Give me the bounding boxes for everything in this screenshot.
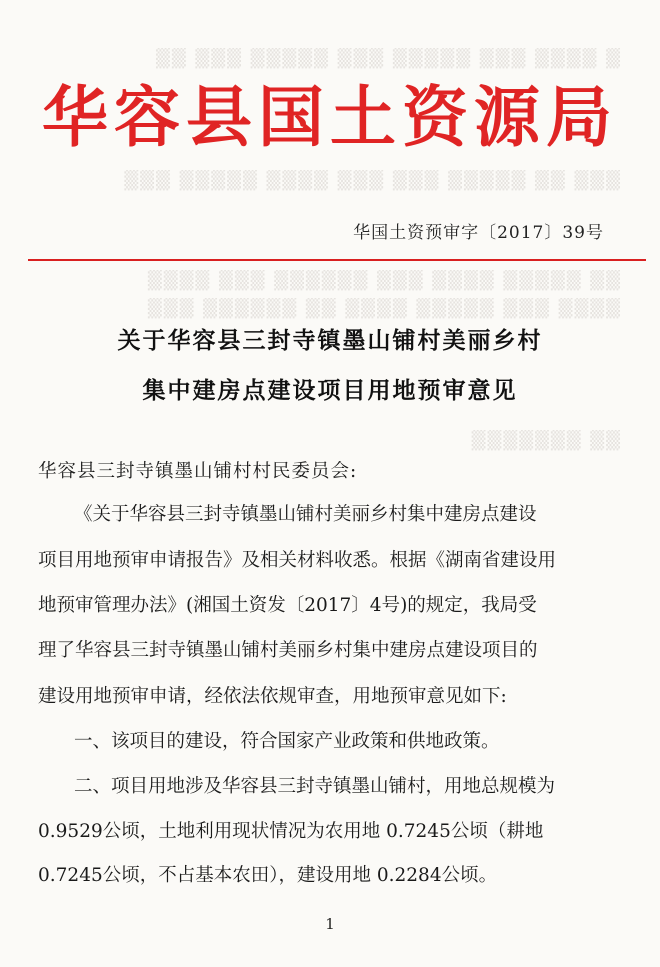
- body-line: 项目用地预审申请报告》及相关材料收悉。根据《湖南省建设用: [38, 550, 557, 571]
- bleed-through-decoration: ▒▒ ▒▒▒▒▒▒▒: [469, 430, 620, 451]
- document-number: 华国土资预审字〔2017〕39号: [353, 223, 604, 243]
- letterhead-org-name: 华容县国土资源局: [42, 78, 618, 156]
- body-line: 理了华容县三封寺镇墨山铺村美丽乡村集中建房点建设项目的: [38, 640, 538, 661]
- bleed-through-decoration: ▒▒▒ ▒▒ ▒▒▒▒▒ ▒▒▒ ▒▒▒ ▒▒▒▒ ▒▒▒▒▒ ▒▒▒: [122, 170, 620, 191]
- body-line: 建设用地预审申请，经依法依规审查，用地预审意见如下:: [38, 686, 507, 707]
- document-title-line-2: 集中建房点建设项目用地预审意见: [142, 377, 518, 404]
- salutation: 华容县三封寺镇墨山铺村村民委员会:: [38, 461, 358, 482]
- page-number: 1: [325, 915, 335, 933]
- body-line: 《关于华容县三封寺镇墨山铺村美丽乡村集中建房点建设: [74, 504, 537, 525]
- body-line: 0.7245公顷，不占基本农田），建设用地 0.2284公顷。: [38, 865, 498, 886]
- letterhead-red-rule: [28, 259, 646, 261]
- body-line: 地预审管理办法》(湘国土资发〔2017〕4号)的规定，我局受: [38, 595, 537, 616]
- body-line: 一、该项目的建设，符合国家产业政策和供地政策。: [74, 731, 500, 752]
- bleed-through-decoration: ▒▒▒▒ ▒▒▒ ▒▒▒▒▒ ▒▒▒▒ ▒▒ ▒▒▒▒▒▒ ▒▒▒: [145, 298, 620, 319]
- bleed-through-decoration: ▒ ▒▒▒▒ ▒▒▒ ▒▒▒▒▒ ▒▒▒ ▒▒▒▒▒ ▒▒▒ ▒▒: [154, 48, 620, 69]
- body-line: 0.9529公顷，土地利用现状情况为农用地 0.7245公顷（耕地: [38, 821, 544, 842]
- body-line: 二、项目用地涉及华容县三封寺镇墨山铺村，用地总规模为: [74, 776, 556, 797]
- bleed-through-decoration: ▒▒ ▒▒▒▒▒ ▒▒▒▒ ▒▒▒ ▒▒▒▒▒▒ ▒▒▒ ▒▒▒▒: [145, 270, 620, 291]
- document-title-line-1: 关于华容县三封寺镇墨山铺村美丽乡村: [117, 327, 543, 354]
